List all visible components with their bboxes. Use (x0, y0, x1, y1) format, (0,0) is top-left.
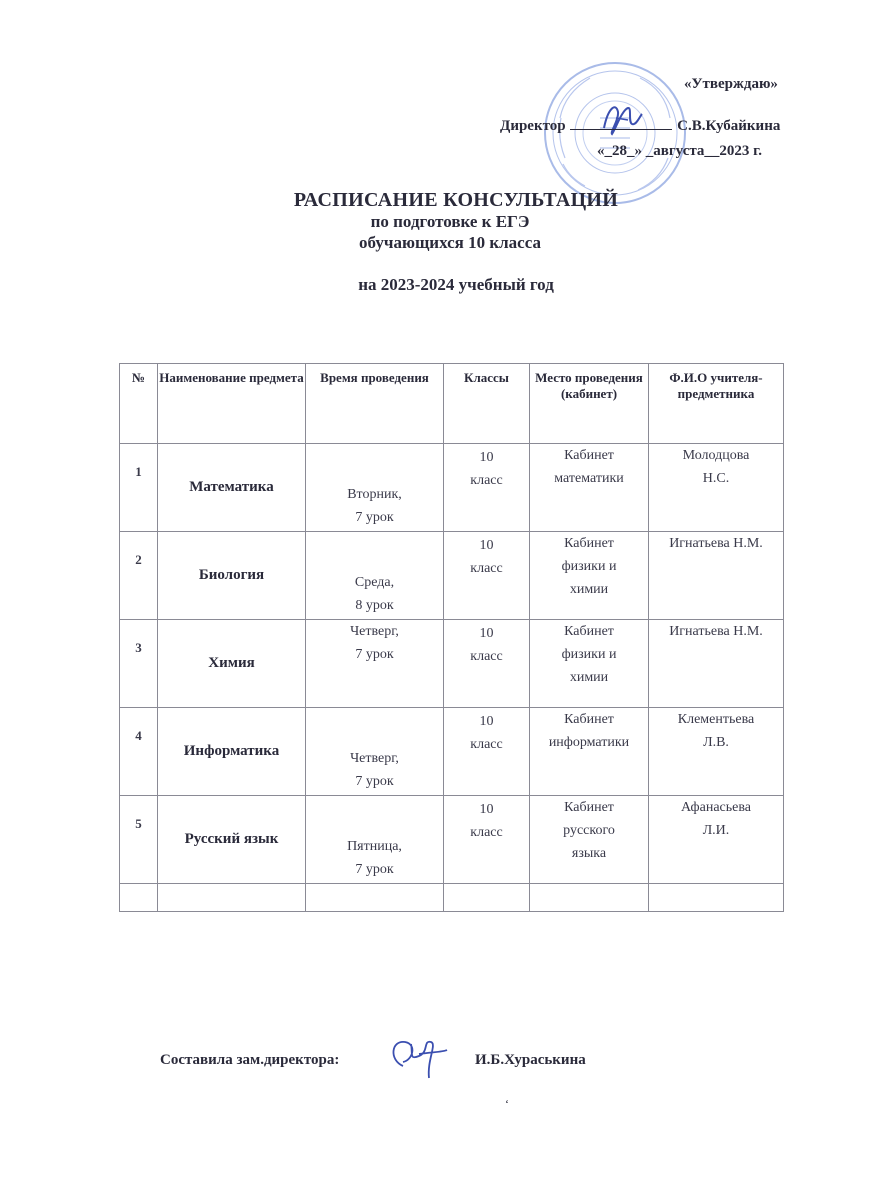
row-subject: Химия (158, 620, 306, 708)
row-classes (444, 532, 530, 620)
header-teacher: Ф.И.О учителя-предметника (649, 364, 784, 444)
table-row (120, 444, 784, 532)
place-line: физики и (561, 647, 617, 662)
place-line: Кабинет (564, 712, 614, 727)
empty-cell (649, 884, 784, 912)
place-line: языка (571, 846, 607, 861)
place-line: химии (569, 582, 609, 597)
time-day: Среда, (354, 575, 395, 590)
approval-block (0, 0, 872, 200)
row-place (530, 708, 649, 796)
table-row-empty (120, 884, 784, 912)
class-number: 10 (479, 538, 494, 553)
row-time (306, 796, 444, 884)
row-time (306, 444, 444, 532)
teacher-line: Афанасьева (680, 800, 752, 815)
row-teacher (649, 796, 784, 884)
class-number: 10 (479, 802, 494, 817)
class-number: 10 (479, 450, 494, 465)
row-classes (444, 796, 530, 884)
time-lesson: 7 урок (355, 774, 394, 789)
table-row (120, 620, 784, 708)
row-num: 2 (120, 532, 158, 620)
class-number: 10 (479, 626, 494, 641)
teacher-line: Игнатьева Н.М. (669, 536, 763, 551)
teacher-line: Л.И. (702, 823, 730, 838)
time-lesson: 7 урок (355, 510, 394, 525)
row-place (530, 620, 649, 708)
header-subject: Наименование предмета (158, 364, 306, 444)
row-time (306, 620, 444, 708)
empty-cell (158, 884, 306, 912)
row-time (306, 708, 444, 796)
time-lesson: 7 урок (355, 647, 394, 662)
title-line-3: обучающихся 10 класса (359, 233, 541, 252)
place-line: математики (554, 471, 624, 486)
row-time (306, 532, 444, 620)
stray-mark: ‘ (505, 1097, 509, 1111)
place-line: Кабинет (564, 624, 614, 639)
row-teacher (649, 532, 784, 620)
row-classes (444, 620, 530, 708)
deputy-signature (383, 1030, 451, 1088)
row-num: 5 (120, 796, 158, 884)
row-teacher (649, 444, 784, 532)
place-line: информатики (548, 735, 630, 750)
row-subject: Русский язык (158, 796, 306, 884)
empty-cell (120, 884, 158, 912)
row-num: 3 (120, 620, 158, 708)
empty-cell (306, 884, 444, 912)
approval-title: «Утверждаю» (684, 76, 778, 92)
class-word: класс (470, 825, 503, 840)
time-day: Четверг, (350, 751, 399, 766)
signature-blank (570, 129, 672, 130)
header-classes: Классы (444, 364, 530, 444)
teacher-line: Молодцова (682, 448, 750, 463)
time-lesson: 8 урок (355, 598, 394, 613)
time-lesson: 7 урок (355, 862, 394, 877)
row-subject: Биология (158, 532, 306, 620)
row-subject: Информатика (158, 708, 306, 796)
compiled-by-name: И.Б.Хураськина (475, 1052, 586, 1068)
approval-date: «_28_» _августа__2023 г. (597, 143, 763, 159)
header-time: Время проведения (306, 364, 444, 444)
director-name: С.В.Кубайкина (677, 118, 781, 134)
title-line-2: по подготовке к ЕГЭ (370, 212, 530, 231)
row-subject: Математика (158, 444, 306, 532)
table-row (120, 532, 784, 620)
row-place (530, 444, 649, 532)
class-word: класс (470, 737, 503, 752)
teacher-line: Л.В. (703, 735, 729, 750)
header-place: Место проведения (кабинет) (530, 364, 649, 444)
teacher-line: Игнатьева Н.М. (669, 624, 763, 639)
class-number: 10 (479, 714, 494, 729)
row-num: 1 (120, 444, 158, 532)
header-num: № (120, 364, 158, 444)
schedule-table (119, 363, 784, 912)
row-teacher (649, 708, 784, 796)
time-day: Пятница, (347, 839, 402, 854)
row-place (530, 532, 649, 620)
place-line: физики и (561, 559, 617, 574)
director-line (500, 118, 780, 135)
place-line: Кабинет (564, 536, 614, 551)
place-line: Кабинет (564, 448, 614, 463)
title-line-4: на 2023-2024 учебный год (358, 275, 554, 294)
row-classes (444, 444, 530, 532)
row-classes (444, 708, 530, 796)
teacher-line: Н.С. (702, 471, 730, 486)
document-title (0, 188, 872, 295)
teacher-line: Клементьева (677, 712, 755, 727)
table-row (120, 796, 784, 884)
table-row (120, 708, 784, 796)
place-line: русского (563, 823, 615, 838)
time-day: Вторник, (347, 487, 402, 502)
class-word: класс (470, 649, 503, 664)
table-header-row (120, 364, 784, 444)
row-place (530, 796, 649, 884)
empty-cell (444, 884, 530, 912)
time-day: Четверг, (350, 624, 399, 639)
row-num: 4 (120, 708, 158, 796)
class-word: класс (470, 473, 503, 488)
title-line-1: РАСПИСАНИЕ КОНСУЛЬТАЦИЙ (293, 189, 619, 211)
place-line: Кабинет (564, 800, 614, 815)
class-word: класс (470, 561, 503, 576)
place-line: химии (569, 670, 609, 685)
compiled-by-label: Составила зам.директора: (160, 1052, 340, 1068)
row-teacher (649, 620, 784, 708)
empty-cell (530, 884, 649, 912)
director-label: Директор (500, 118, 566, 134)
